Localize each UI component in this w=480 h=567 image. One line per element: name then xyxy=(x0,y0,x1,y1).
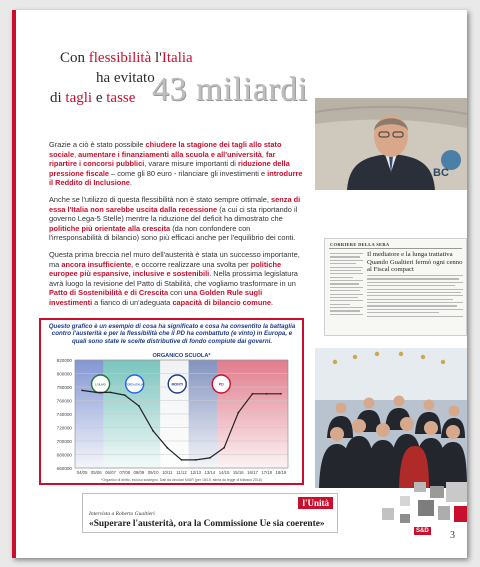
headline-line-3: di tagli e tasse xyxy=(50,90,136,106)
newspaper-clipping xyxy=(324,238,467,336)
svg-text:BC: BC xyxy=(433,167,449,179)
banner-subtitle: Intervista a Roberto Gualtieri xyxy=(89,511,155,517)
chart-caption: Questo grafico è un esempio di cosa ha significato e cosa ha consentito la battaglia contro l'austerità e per la flessibilità che il PD ha combattuto (e vinto) in Europa, e quali sono state le scelte distributive di fondo compiute dai governi. xyxy=(48,323,296,345)
data-point xyxy=(280,393,282,395)
data-point xyxy=(95,392,97,394)
summit-group-photo xyxy=(315,348,467,488)
y-tick-label: 740000 xyxy=(56,411,72,417)
x-tick-label: 14/15 xyxy=(218,470,230,475)
data-point xyxy=(166,447,168,449)
magazine-page xyxy=(12,10,467,558)
chart-footnote: *Organico di diritto, incluso sostegno. Dati da circolari MIUR (per 18/19, stima da legge di bilancio 2018) xyxy=(101,478,262,482)
data-point xyxy=(138,405,140,407)
p3-segment: Questa prima breccia nel muro dell'austerità è stata un successo importante, ma xyxy=(49,249,300,269)
x-tick-label: 16/17 xyxy=(247,470,258,475)
p1-segment: . xyxy=(129,178,132,188)
x-tick-label: 17/18 xyxy=(261,470,273,475)
x-tick-label: 12/13 xyxy=(190,470,202,475)
unita-logo: l'Unità xyxy=(298,497,333,509)
clip-newspaper-name: CORRIERE DELLA SERA xyxy=(330,242,390,247)
headline-line-2: ha evitato xyxy=(96,70,155,86)
school-staff-chart xyxy=(41,350,302,482)
x-tick-label: 15/16 xyxy=(232,470,244,475)
p1-segment: riduzione della pressione fiscale xyxy=(49,159,290,178)
y-tick-label: 660000 xyxy=(56,465,72,471)
data-point xyxy=(237,412,239,414)
p1-segment: far ripartire i concorsi pubblici xyxy=(49,149,276,169)
data-point xyxy=(152,430,154,432)
paragraph-2 xyxy=(49,195,304,243)
chart-box xyxy=(39,318,304,485)
chart-title: ORGANICO SCUOLA* xyxy=(152,353,211,359)
data-point xyxy=(252,393,254,395)
party-logo xyxy=(92,375,110,393)
y-tick-label: 700000 xyxy=(56,438,72,444)
p1-segment: , xyxy=(261,149,266,159)
data-point xyxy=(110,392,112,394)
party-logo-label: MONTI xyxy=(171,382,184,387)
p3-segment: Patto di Sostenibilità e di Crescita xyxy=(49,288,169,298)
data-point xyxy=(223,447,225,449)
p2-segment: politiche più orientate alla crescita xyxy=(49,223,171,233)
y-tick-label: 680000 xyxy=(56,452,72,458)
interview-banner[interactable] xyxy=(82,493,338,533)
party-logo xyxy=(126,375,144,393)
speaker-photo xyxy=(315,98,467,190)
x-tick-label: 08/09 xyxy=(133,470,145,475)
p1-segment: , varare misure importanti di xyxy=(144,159,238,169)
data-point xyxy=(124,394,126,396)
decorative-squares xyxy=(342,482,467,542)
p3-segment: con xyxy=(168,288,185,298)
party-logo xyxy=(168,375,186,393)
x-tick-label: 10/11 xyxy=(162,470,173,475)
headline xyxy=(22,50,322,120)
y-tick-label: 800000 xyxy=(56,371,72,377)
headline-big-number: 43 miliardi xyxy=(152,71,308,108)
p1-segment: – come gli 80 euro - rilanciare gli investimenti e xyxy=(108,168,268,178)
clip-headline: Il mediatore e la lunga trattativa Quando Gualtieri fermò ogni cenno al Fiscal compact xyxy=(367,251,463,274)
data-point xyxy=(81,389,83,391)
paragraph-3 xyxy=(49,250,304,308)
x-tick-label: 07/08 xyxy=(119,470,131,475)
clip-rule xyxy=(329,248,462,249)
clip-side-column xyxy=(330,253,363,317)
p1-segment: Grazie a ciò è stato possibile xyxy=(49,140,146,149)
banner-quote: «Superare l'austerità, ora la Commissione Ue sia coerente» xyxy=(89,519,325,529)
x-tick-label: 06/07 xyxy=(105,470,116,475)
y-tick-label: 820000 xyxy=(56,357,72,363)
x-tick-label: 09/10 xyxy=(147,470,159,475)
p1-segment: introdurre il Reddito di Inclusione xyxy=(49,168,303,188)
p3-segment: . xyxy=(271,297,274,307)
p2-segment: senza di essa l'Italia non sarebbe uscita dalla recessione xyxy=(49,194,301,214)
clip-body-text xyxy=(367,275,463,319)
accent-bar xyxy=(12,10,16,558)
p2-segment: (a cui ci sta riportando il governo Lega-5 Stelle) mentre la riduzione del deficit ha dimostrato che xyxy=(49,204,298,224)
paragraph-1 xyxy=(49,140,304,188)
sd-logo: S&D xyxy=(416,528,429,534)
p2-segment: Anche se l'utilizzo di questa flessibilità non è stato sempre ottimale, xyxy=(49,194,272,204)
p3-segment: politiche europee più espansive, inclusive e sostenibili xyxy=(49,259,282,279)
party-logo-label: FORZA ITALIA xyxy=(125,383,144,387)
party-logo-label: PD xyxy=(218,382,224,387)
x-tick-label: 18/19 xyxy=(275,470,287,475)
p1-segment: aumentare i finanziamenti alla scuola e all'università xyxy=(78,149,262,159)
party-logo xyxy=(212,375,230,393)
p1-segment: , xyxy=(74,149,79,159)
data-point xyxy=(181,459,183,461)
x-tick-label: 11/12 xyxy=(176,470,187,475)
p1-segment: chiudere la stagione dei tagli allo stato sociale xyxy=(49,140,282,159)
y-tick-label: 760000 xyxy=(56,398,72,404)
page-number: 3 xyxy=(450,530,455,541)
data-point xyxy=(195,459,197,461)
data-point xyxy=(266,393,268,395)
y-tick-label: 780000 xyxy=(56,384,72,390)
p3-segment: , e occorre realizzare una svolta per xyxy=(131,259,251,269)
headline-line-1: Con flessibilità l'Italia xyxy=(60,50,193,66)
p2-segment: (da non confondere con l'irresponsabilità di bilancio) sono più efficaci anche per l'equilibrio dei conti. xyxy=(49,223,296,243)
y-tick-label: 720000 xyxy=(56,425,72,431)
p3-segment: una Golden Rule sugli investimenti xyxy=(49,288,263,307)
party-logo-label: L'ULIVO xyxy=(95,383,106,387)
p3-segment: a fianco di un'adeguata xyxy=(92,297,173,307)
x-tick-label: 13/14 xyxy=(204,470,216,475)
p3-segment: capacità di bilancio comune xyxy=(172,297,272,307)
article-body xyxy=(49,140,304,315)
x-tick-label: 04/05 xyxy=(76,470,88,475)
data-point xyxy=(209,457,211,459)
x-tick-label: 05/06 xyxy=(90,470,102,475)
p3-segment: . Nella prossima legislatura avrà luogo la revisione del Patto di Stabilità, che vogliamo trasformare in un xyxy=(49,269,298,288)
p3-segment: ancora insufficiente xyxy=(61,259,132,269)
